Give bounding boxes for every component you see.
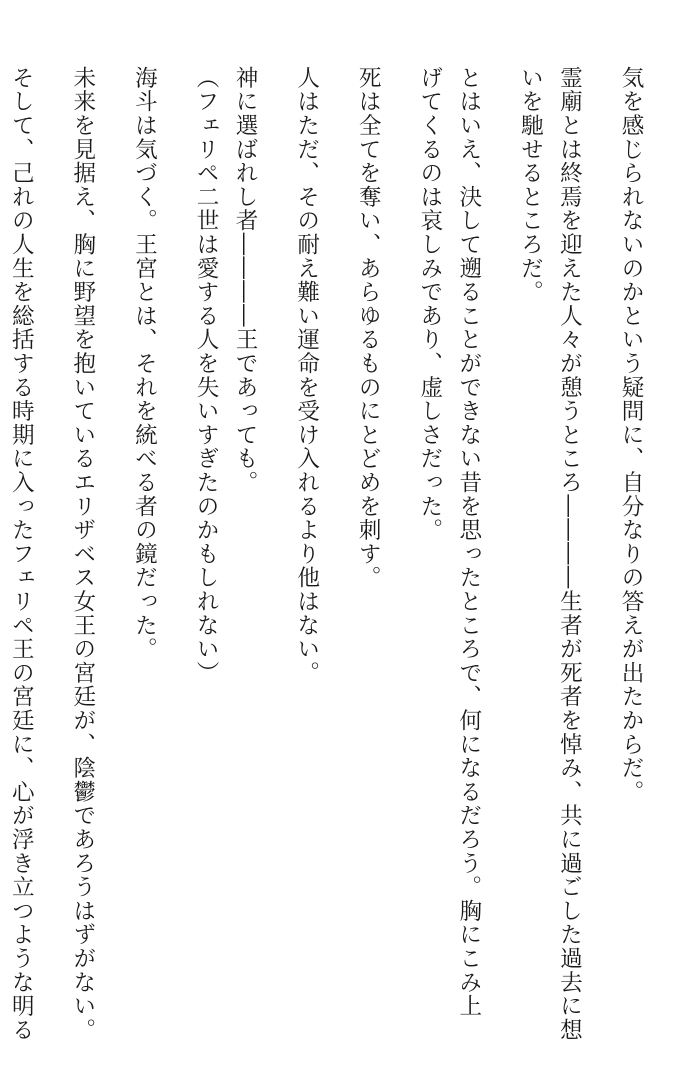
- text-line-3: いを馳せるところだ。: [517, 66, 544, 304]
- vertical-text-body: [0, 66, 650, 1042]
- text-line-9: （フェリペ二世は愛する人を失いすぎたのかもしれない）: [193, 66, 220, 685]
- text-line-5: げてくるのは哀しみであり、虚しさだった。: [416, 66, 443, 542]
- text-line-6: 死は全てを奪い、あらゆるものにとどめを刺す。: [355, 66, 382, 590]
- text-line-1: 気を感じられないのかという疑問に、自分なりの答えが出たからだ。: [618, 66, 644, 804]
- text-line-12: そして、己れの人生を総括する時期に入ったフェリペ王の宮廷に、心が浮き立つような明る: [8, 66, 35, 1042]
- text-line-7: 人はただ、その耐え難い運命を受け入れるより他はない。: [293, 66, 320, 685]
- text-line-11: 未来を見据え、胸に野望を抱いているエリザベス女王の宮廷が、陰鬱であろうはずがない。: [69, 66, 96, 1042]
- text-line-2: 霊廟とは終焉を迎えた人々が憩うところ――――生者が死者を悼み、共に過ごした過去に想: [556, 66, 583, 1042]
- text-line-4: とはいえ、決して遡ることができない昔を思ったところで、何になるだろう。胸にこみ上: [455, 66, 482, 1018]
- text-line-10: 海斗は気づく。王宮とは、それを統べる者の鏡だった。: [131, 66, 158, 661]
- text-line-8: 神に選ばれし者――――王であっても。: [232, 66, 259, 495]
